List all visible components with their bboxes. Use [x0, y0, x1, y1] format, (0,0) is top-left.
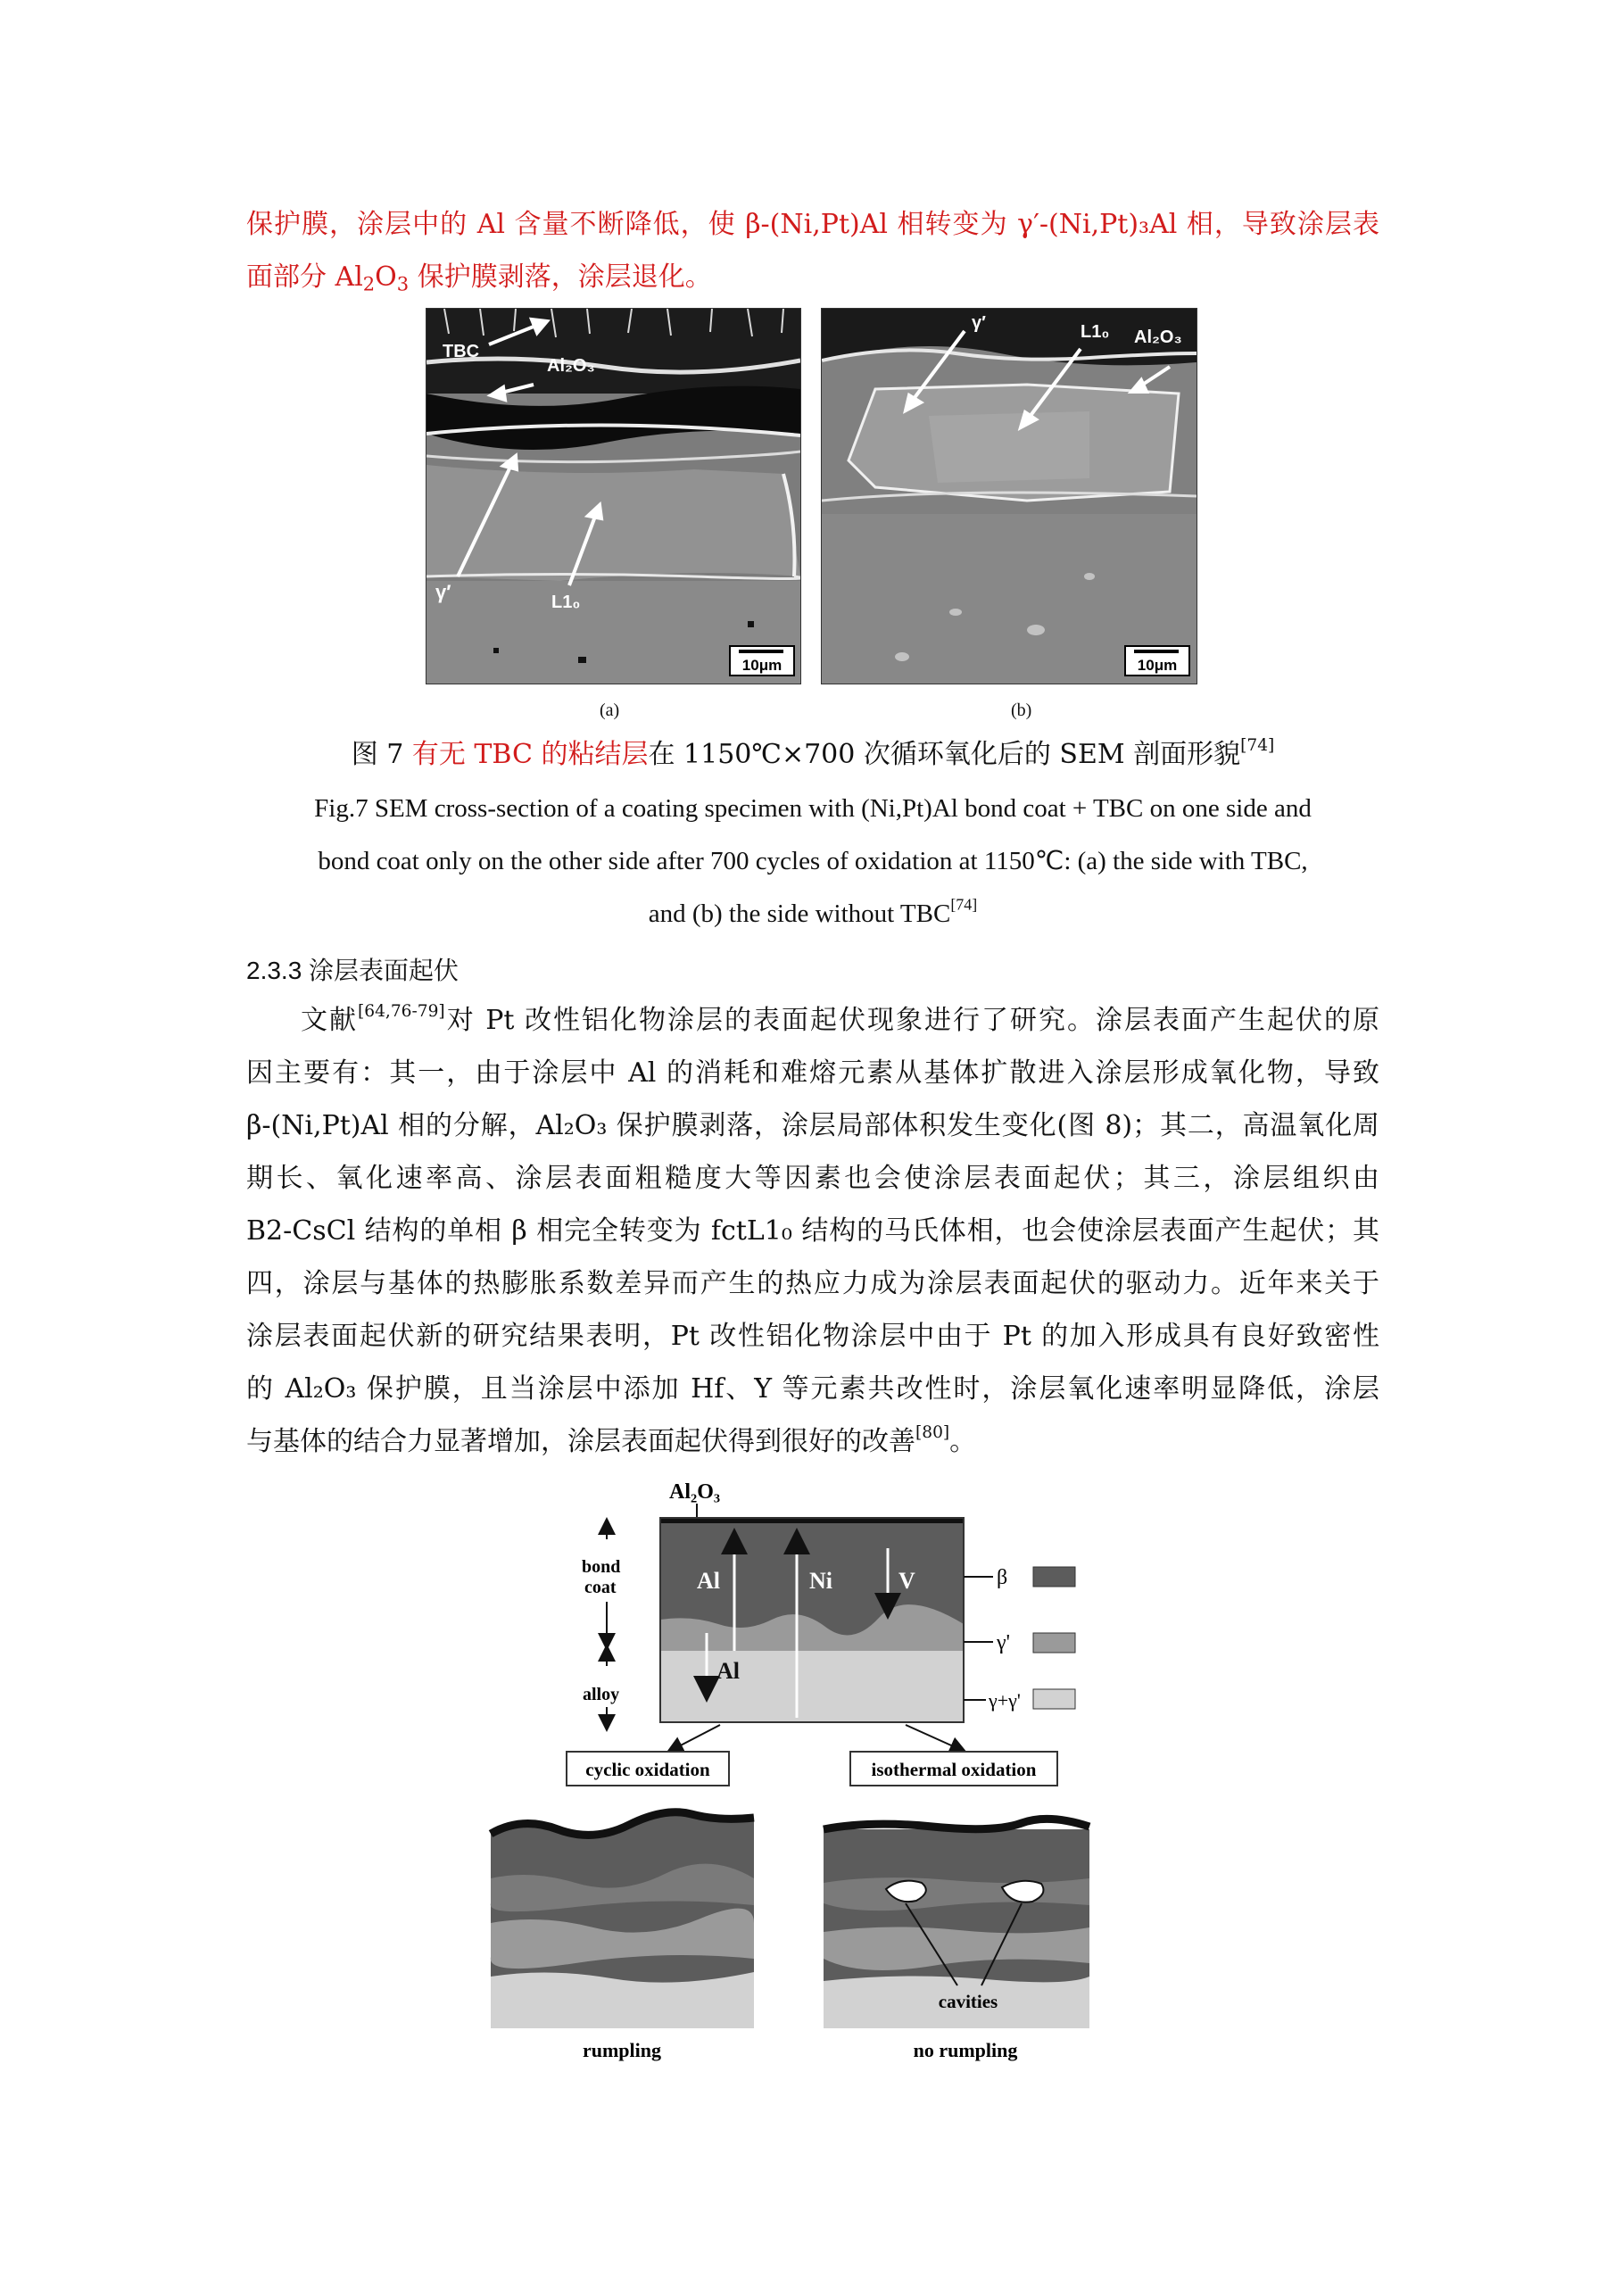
fig8-legend-beta: β	[997, 1566, 1008, 1589]
fig8-legend-gg: γ+γ'	[989, 1689, 1021, 1712]
sem-b-al2o3-label: Al₂O₃	[1134, 327, 1182, 347]
fig8-al-down-label: Al	[716, 1658, 740, 1684]
fig8-ni-label: Ni	[809, 1568, 832, 1594]
fig8-no-rumpling-label: no rumpling	[913, 2039, 1018, 2061]
body-line-3: β-(Ni,Pt)Al 相的分解，Al₂O₃ 保护膜剥落，涂层局部体积发生变化(图 8)；其二，高温氧化周	[246, 1110, 1379, 1141]
body-line-1: 文献[64,76-79]对 Pt 改性铝化物涂层的表面起伏现象进行了研究。涂层表面产生起伏的原	[301, 1002, 1379, 1036]
fig8-alloy-label: alloy	[583, 1685, 620, 1704]
sem-a-gamma-label: γ′	[435, 581, 451, 603]
sem-a-scale-bar: 10μm	[741, 657, 783, 674]
sem-image-b	[821, 308, 1197, 684]
fig8-v-label: V	[898, 1568, 915, 1594]
fig8-al2o3-label: Al₂O₃	[669, 1480, 721, 1504]
fig8-cavities-label: cavities	[938, 1991, 998, 2012]
body-line-8: 的 Al₂O₃ 保护膜，且当涂层中添加 Hf、Y 等元素共改性时，涂层氧化速率明显降低，涂层	[246, 1373, 1379, 1405]
body-line-9: 与基体的结合力显著增加，涂层表面起伏得到很好的改善[80]。	[246, 1423, 977, 1457]
section-heading: 2.3.3 涂层表面起伏	[246, 957, 460, 984]
fig8-coat-label: coat	[584, 1578, 617, 1597]
fig8-isothermal-label: isothermal oxidation	[871, 1759, 1037, 1780]
body-line-6: 四，涂层与基体的热膨胀系数差异而产生的热应力成为涂层表面起伏的驱动力。近年来关于	[246, 1268, 1379, 1299]
fig8-al-up-label: Al	[697, 1568, 720, 1594]
sem-image-a	[426, 308, 801, 684]
panel-a-caption: (a)	[600, 700, 620, 720]
figure7-caption-cn: 图 7 有无 TBC 的粘结层在 1150℃×700 次循环氧化后的 SEM 剖面形貌[74]	[351, 736, 1275, 770]
rumpling-schematic	[491, 1812, 754, 2028]
figure8-diagram	[486, 1477, 1111, 2070]
fig8-legend-gamma: γ'	[997, 1631, 1010, 1654]
sem-b-gamma-label: γ′	[972, 313, 986, 333]
body-line-5: B2-CsCl 结构的单相 β 相完全转变为 fctL1₀ 结构的马氏体相，也会使涂层表面产生起伏；其	[246, 1215, 1379, 1247]
body-line-2: 因主要有：其一，由于涂层中 Al 的消耗和难熔元素从基体扩散进入涂层形成氧化物，导致	[246, 1057, 1379, 1089]
fig8-cyclic-label: cyclic oxidation	[585, 1759, 710, 1780]
sem-b-scale-bar: 10μm	[1137, 657, 1178, 674]
sem-a-al2o3-label: Al₂O₃	[547, 356, 595, 376]
panel-b-caption: (b)	[1011, 700, 1032, 720]
intro-line-1: 保护膜，涂层中的 Al 含量不断降低，使 β-(Ni,Pt)Al 相转变为 γ′-(Ni,Pt)₃Al 相，导致涂层表	[246, 209, 1379, 240]
sem-a-tbc-label: TBC	[443, 342, 480, 361]
body-line-7: 涂层表面起伏新的研究结果表明，Pt 改性铝化物涂层中由于 Pt 的加入形成具有良好致密性	[246, 1321, 1379, 1352]
section-body	[246, 994, 1379, 1468]
fig8-bond-label: bond	[582, 1557, 621, 1577]
intro-paragraph	[246, 198, 1379, 303]
figure7-caption-en: Fig.7 SEM cross-section of a coating specimen with (Ni,Pt)Al bond coat + TBC on one side and bond coat only on the other side after 700 cycles of oxidation at 1150℃: (a) the side with TBC, and (b) the side without TBC[74]	[314, 794, 1312, 928]
body-line-4: 期长、氧化速率高、涂层表面粗糙度大等因素也会使涂层表面起伏；其三，涂层组织由	[246, 1163, 1379, 1194]
sem-a-l10-label: L1₀	[551, 593, 581, 612]
sem-b-l10-label: L1₀	[1081, 322, 1110, 342]
intro-line-2: 面部分 $Al_2O_3$ 保护膜剥落，涂层退化。	[246, 261, 712, 295]
fig8-rumpling-label: rumpling	[582, 2039, 662, 2061]
